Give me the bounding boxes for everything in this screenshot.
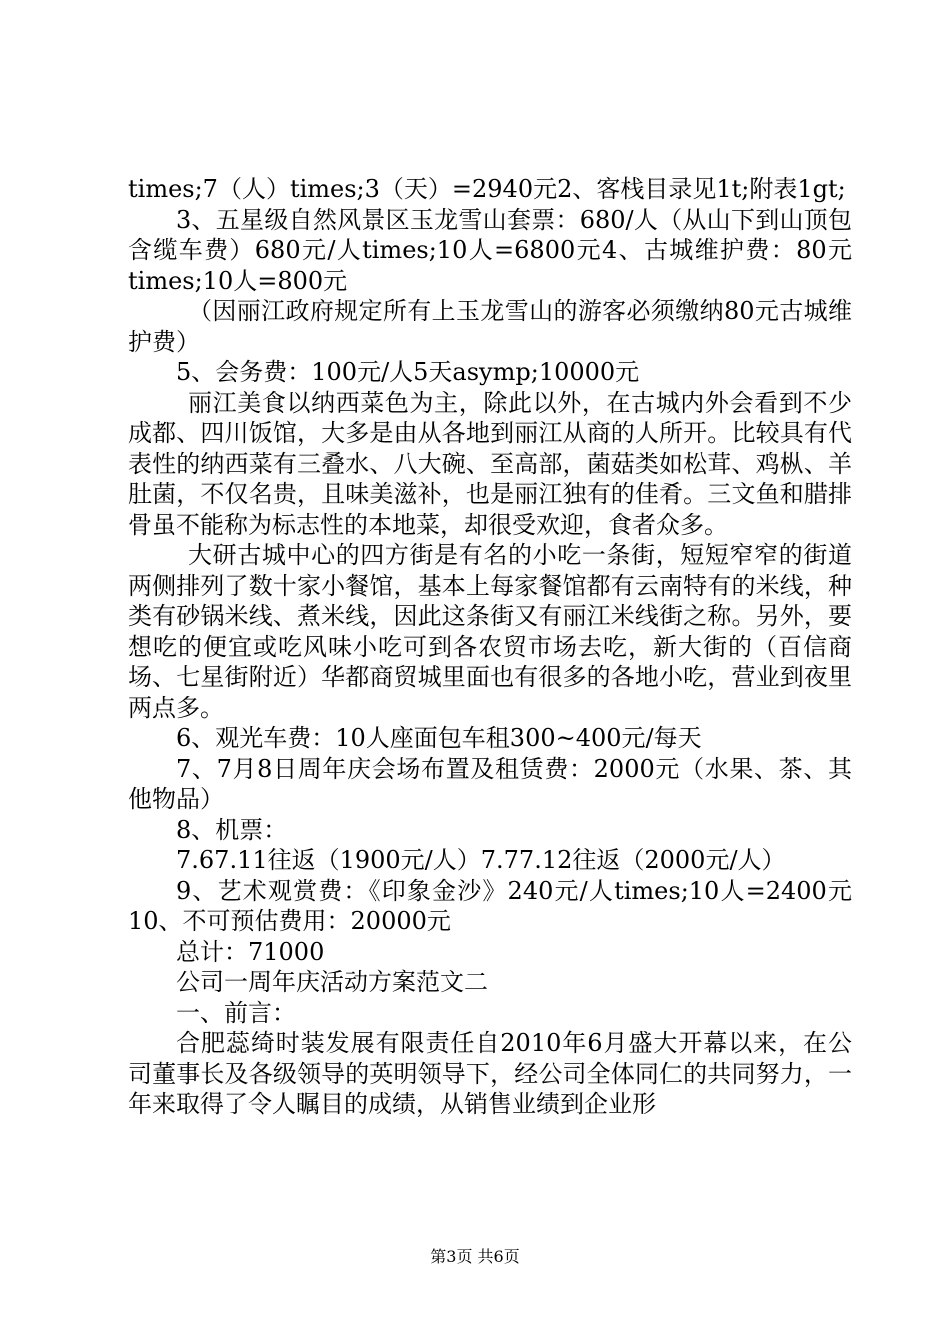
page-number-footer: 第3页 共6页: [430, 1247, 520, 1266]
paragraph-9: 8、机票：: [176, 815, 288, 844]
paragraph-11: 9、艺术观赏费：《印象金沙》240元/人times;10人=2400元10、不可预估费用：20000元: [128, 876, 852, 935]
paragraph-3: （因丽江政府规定所有上玉龙雪山的游客必须缴纳80元古城维护费）: [128, 297, 852, 356]
paragraph-6: 大研古城中心的四方街是有名的小吃一条街，短短窄窄的街道两侧排列了数十家小餐馆，基本上每家餐馆都有云南特有的米线，种类有砂锅米线、煮米线，因此这条街又有丽江米线街之称。另外，要想吃的便宜或吃风味小吃可到各农贸市场去吃，新大街的（百信商场、七星街附近）华都商贸城里面也有很多的各地小吃，营业到夜里两点多。: [128, 541, 852, 722]
paragraph-8: 7、7月8日周年庆会场布置及租赁费：2000元（水果、茶、其他物品）: [128, 754, 852, 813]
document-body: [128, 174, 852, 1120]
paragraph-5: 丽江美食以纳西菜色为主，除此以外，在古城内外会看到不少成都、四川饭馆，大多是由从各地到丽江从商的人所开。比较具有代表性的纳西菜有三叠水、八大碗、至高部，菌菇类如松茸、鸡枞、羊肚菌，不仅名贵，且味美滋补，也是丽江独有的佳肴。三文鱼和腊排骨虽不能称为标志性的本地菜，却很受欢迎，食者众多。: [128, 388, 852, 539]
paragraph-12: 总计：71000: [176, 937, 325, 966]
section-heading: 一、前言：: [176, 998, 296, 1027]
paragraph-2: 3、五星级自然风景区玉龙雪山套票：680/人（从山下到山顶包含缆车费）680元/人times;10人=6800元4、古城维护费：80元times;10人=800元: [128, 205, 852, 295]
paragraph-10: 7.67.11往返（1900元/人）7.77.12往返（2000元/人）: [176, 846, 786, 874]
paragraph-15: 合肥蕊绮时装发展有限责任自2010年6月盛大开幕以来，在公司董事长及各级领导的英明领导下，经公司全体同仁的共同努力，一年来取得了令人瞩目的成绩，从销售业绩到企业形: [128, 1029, 852, 1118]
paragraph-7: 6、观光车费：10人座面包车租300~400元/每天: [176, 724, 702, 752]
paragraph-1: times;7（人）times;3（天）=2940元2、客栈目录见1t;附表1gt;: [128, 175, 846, 203]
paragraph-4: 5、会务费：100元/人5天asymp;10000元: [176, 358, 640, 386]
section-title: 公司一周年庆活动方案范文二: [176, 968, 488, 996]
